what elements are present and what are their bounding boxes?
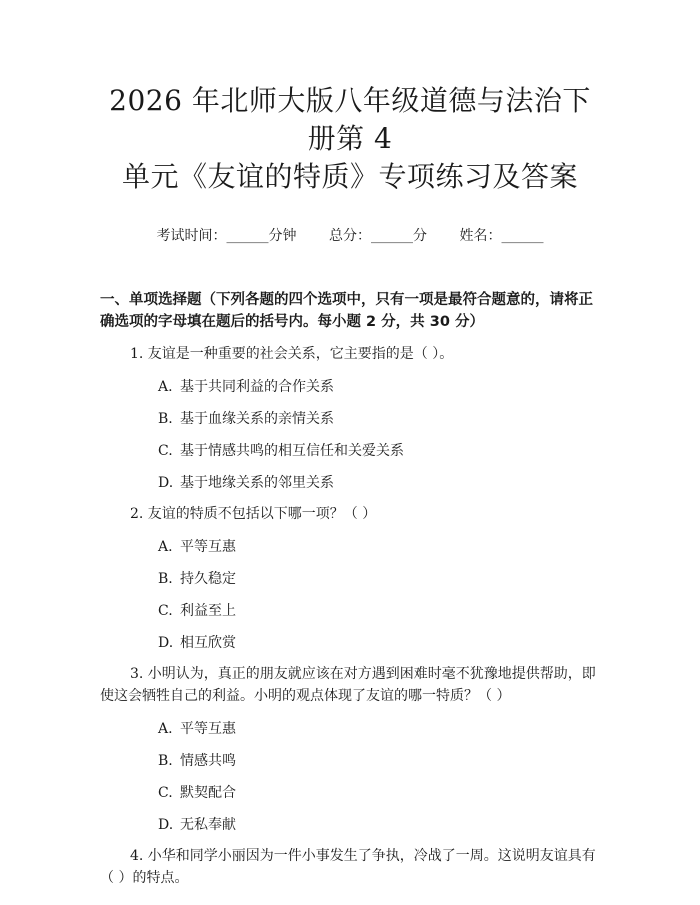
option-letter: A. bbox=[158, 539, 173, 555]
exam-meta bbox=[100, 226, 600, 246]
option-list bbox=[100, 537, 600, 653]
option-letter: A. bbox=[158, 721, 173, 737]
option-text: 平等互惠 bbox=[180, 539, 236, 555]
option-text: 基于血缘关系的亲情关系 bbox=[180, 411, 334, 427]
option-letter: D. bbox=[158, 635, 174, 651]
option-letter: B. bbox=[158, 571, 173, 587]
exam-time: 考试时间：______分钟 bbox=[156, 228, 297, 244]
option-text: 持久稳定 bbox=[180, 571, 236, 587]
exam-score: 总分：______分 bbox=[329, 228, 427, 244]
option-letter: C. bbox=[158, 785, 173, 801]
option-letter: D. bbox=[158, 817, 174, 833]
option-item bbox=[100, 569, 600, 589]
option-text: 相互欣赏 bbox=[180, 635, 236, 651]
option-letter: C. bbox=[158, 443, 173, 459]
question-text: 3. 小明认为，真正的朋友就应该在对方遇到困难时毫不犹豫地提供帮助，即使这会牺牲自己的利益。小明的观点体现了友谊的哪一特质？（ ） bbox=[100, 666, 596, 704]
option-item bbox=[100, 409, 600, 429]
option-item bbox=[100, 751, 600, 771]
option-list bbox=[100, 377, 600, 493]
option-list bbox=[100, 719, 600, 835]
option-item bbox=[100, 719, 600, 739]
option-text: 情感共鸣 bbox=[180, 753, 236, 769]
option-item bbox=[100, 537, 600, 557]
option-text: 基于地缘关系的邻里关系 bbox=[180, 475, 334, 491]
option-item bbox=[100, 783, 600, 803]
title-line-1: 2026 年北师大版八年级道德与法治下册第 4 bbox=[109, 84, 591, 155]
title-line-2: 单元《友谊的特质》专项练习及答案 bbox=[121, 160, 578, 193]
question-block bbox=[100, 343, 600, 493]
option-item bbox=[100, 601, 600, 621]
option-item bbox=[100, 815, 600, 835]
option-item bbox=[100, 633, 600, 653]
option-item bbox=[100, 441, 600, 461]
option-letter: D. bbox=[158, 475, 174, 491]
option-text: 无私奉献 bbox=[180, 817, 236, 833]
option-text: 基于共同利益的合作关系 bbox=[180, 379, 334, 395]
option-letter: B. bbox=[158, 411, 173, 427]
question-block bbox=[100, 503, 600, 653]
option-letter: A. bbox=[158, 379, 173, 395]
section-heading: 一、单项选择题（下列各题的四个选项中，只有一项是最符合题意的，请将正确选项的字母填在题后的括号内。每小题 2 分，共 30 分） bbox=[100, 292, 593, 330]
option-text: 基于情感共鸣的相互信任和关爱关系 bbox=[180, 443, 404, 459]
option-letter: B. bbox=[158, 753, 173, 769]
question-text: 2. 友谊的特质不包括以下哪一项？（ ） bbox=[130, 506, 377, 522]
option-letter: C. bbox=[158, 603, 173, 619]
option-text: 利益至上 bbox=[180, 603, 236, 619]
document-title bbox=[100, 82, 600, 196]
option-item bbox=[100, 377, 600, 397]
option-text: 平等互惠 bbox=[180, 721, 236, 737]
question-text: 4. 小华和同学小丽因为一件小事发生了争执，冷战了一周。这说明友谊具有（ ）的特点。 bbox=[100, 848, 596, 886]
question-block bbox=[100, 845, 600, 889]
exam-name: 姓名：______ bbox=[459, 228, 544, 244]
option-item bbox=[100, 473, 600, 493]
question-block bbox=[100, 663, 600, 835]
option-text: 默契配合 bbox=[180, 785, 236, 801]
question-text: 1. 友谊是一种重要的社会关系，它主要指的是（ ）。 bbox=[130, 346, 454, 362]
